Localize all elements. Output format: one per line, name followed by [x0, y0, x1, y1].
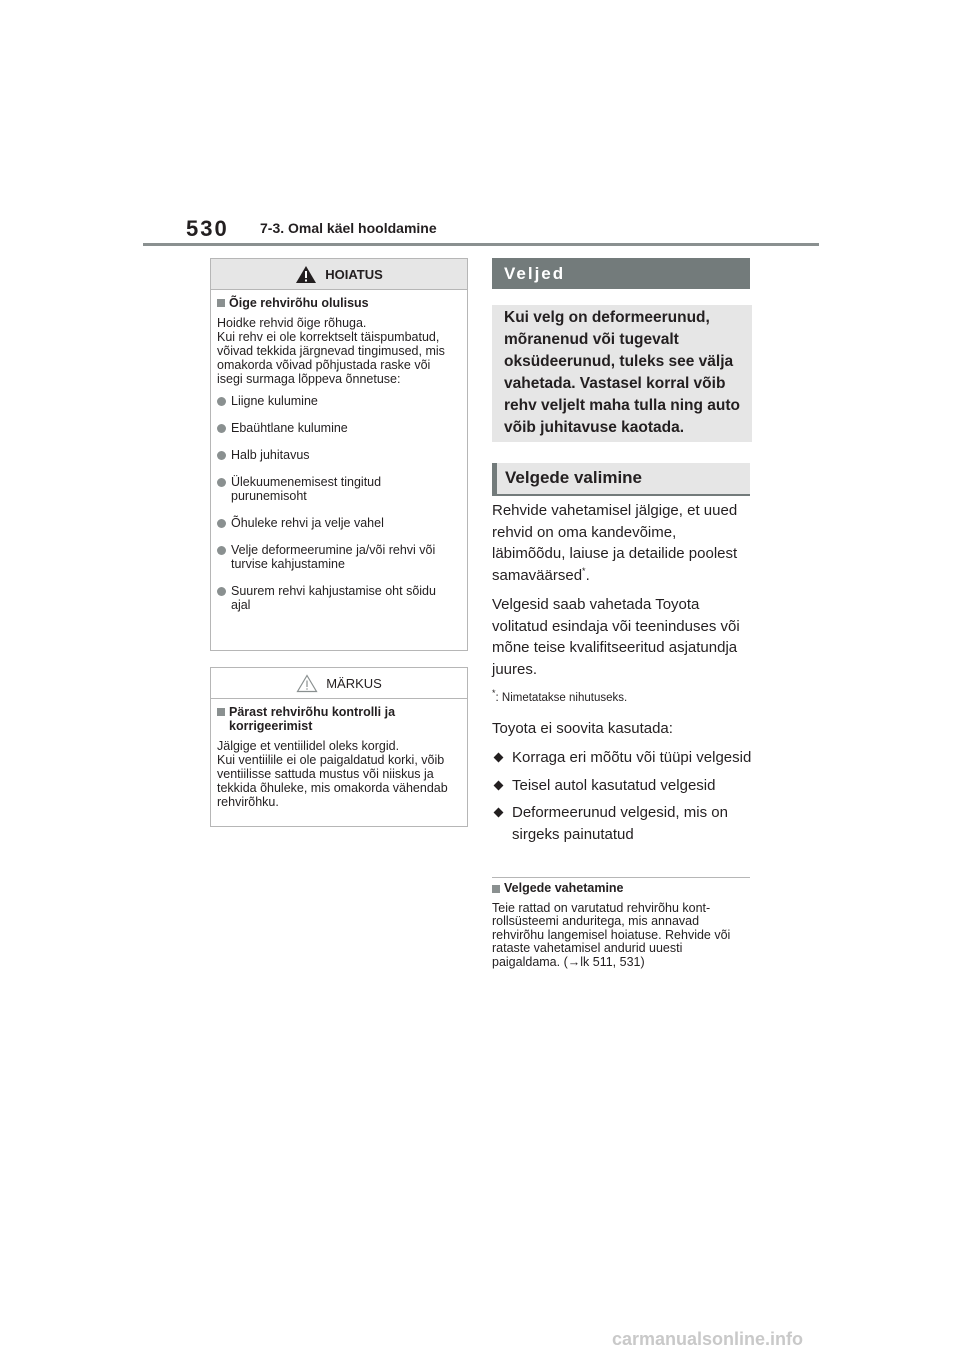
notice-text: Jälgige et ventiilidel oleks korgid. Kui ventiilile ei ole paigaldatud korki, võib ventiilisse sattuda mustus või niiskus ja tekkida õhuleke, mis omakorda vähendab rehvirõhku. — [217, 739, 448, 809]
selection-paragraph-2: Velgesid saab vahetada Toyota volitatud esindaja või teeninduses või mõne teise kvalifitseeritud asjatundja juures. — [492, 596, 740, 678]
warning-box-header — [211, 259, 467, 290]
watermark: carmanualsonline.info — [612, 1329, 804, 1349]
list-item: Liigne kulumine — [217, 394, 457, 408]
list-item: Ülekuumenemisest tingitud purunemisoht — [217, 475, 457, 503]
square-bullet-icon — [217, 708, 225, 716]
bullet-dot-icon — [217, 546, 226, 555]
selection-heading: Velgede valimine — [492, 463, 750, 496]
warning-intro: Hoidke rehvid õige rõhuga. Kui rehv ei ole korrektselt täispumbatud, võivad tekkida järgnevad tingimused, mis omakorda võivad põhjustada raske või isegi surmaga lõppeva õnnetuse: — [217, 316, 445, 386]
list-item: Suurem rehvi kahjustamise oht sõidu ajal — [217, 584, 457, 612]
page-header — [0, 0, 960, 250]
page-number: 530 — [186, 216, 229, 241]
rims-banner: Veljed — [492, 258, 750, 289]
list-item: Deformeerunud velgesid, mis on sirgeks painutatud — [492, 802, 752, 845]
diamond-bullet-icon — [494, 808, 504, 818]
section-divider — [492, 877, 750, 878]
bullet-dot-icon — [217, 424, 226, 433]
list-item: Õhuleke rehvi ja velje vahel — [217, 516, 457, 530]
header-rule — [143, 243, 819, 246]
selection-body — [492, 500, 752, 851]
notice-title-text: Pärast rehvirõhu kontrolli ja korrigeerimist — [229, 705, 396, 733]
square-bullet-icon — [492, 885, 500, 893]
selection-paragraph-1: Rehvide vahetamisel jälgige, et uued rehvid on oma kandevõime, läbimõõdu, laiuse ja detailide poolest samaväärsed*. — [492, 502, 738, 584]
not-recommended-intro: Toyota ei soovita kasutada: — [492, 719, 673, 737]
warning-title-text: Õige rehvirõhu olulisus — [229, 296, 369, 310]
caution-outline-icon — [296, 674, 318, 693]
bullet-dot-icon — [217, 478, 226, 487]
bullet-dot-icon — [217, 519, 226, 528]
warning-label: HOIATUS — [325, 266, 383, 282]
notice-box — [210, 667, 468, 827]
warning-box-body — [211, 290, 467, 622]
warning-triangle-icon — [295, 265, 317, 284]
replacement-title-text: Velgede vahetamine — [504, 881, 624, 895]
replacement-section — [492, 882, 752, 969]
notice-title — [217, 705, 457, 733]
notice-box-body — [211, 699, 467, 819]
footnote: *: Nimetatakse nihutuseks. — [492, 688, 628, 704]
diamond-bullet-icon — [494, 753, 504, 763]
rims-callout: Kui velg on deformeerunud, mõranenud või tugevalt oksüdeerunud, tuleks see välja vahetada. Vastasel korral võib rehv veljelt maha tulla ning auto võib juhitavuse kaotada. — [492, 305, 752, 442]
warning-box — [210, 258, 468, 651]
list-item: Ebaühtlane kulumine — [217, 421, 457, 435]
bullet-dot-icon — [217, 587, 226, 596]
section-title: 7-3. Omal käel hooldamine — [260, 220, 437, 236]
square-bullet-icon — [217, 299, 225, 307]
notice-label: MÄRKUS — [326, 675, 382, 691]
bullet-dot-icon — [217, 397, 226, 406]
list-item: Halb juhitavus — [217, 448, 457, 462]
list-item: Korraga eri mõõtu või tüüpi velgesid — [492, 747, 752, 769]
replacement-title — [492, 882, 752, 896]
bullet-dot-icon — [217, 451, 226, 460]
diamond-bullet-icon — [494, 780, 504, 790]
warning-title — [217, 296, 457, 310]
list-item: Velje deformeerumine ja/või rehvi või turvise kahjustamine — [217, 543, 457, 571]
list-item: Teisel autol kasutatud velgesid — [492, 775, 752, 797]
notice-box-header — [211, 668, 467, 699]
replacement-text: Teie rattad on varutatud rehvirõhu kontrollsüsteemi anduritega, mis annavad rehvirõhu langemisel hoiatuse. Rehvide või rataste vahetamisel andurid uuesti paigaldama. (→lk 511, 531) — [492, 900, 731, 969]
